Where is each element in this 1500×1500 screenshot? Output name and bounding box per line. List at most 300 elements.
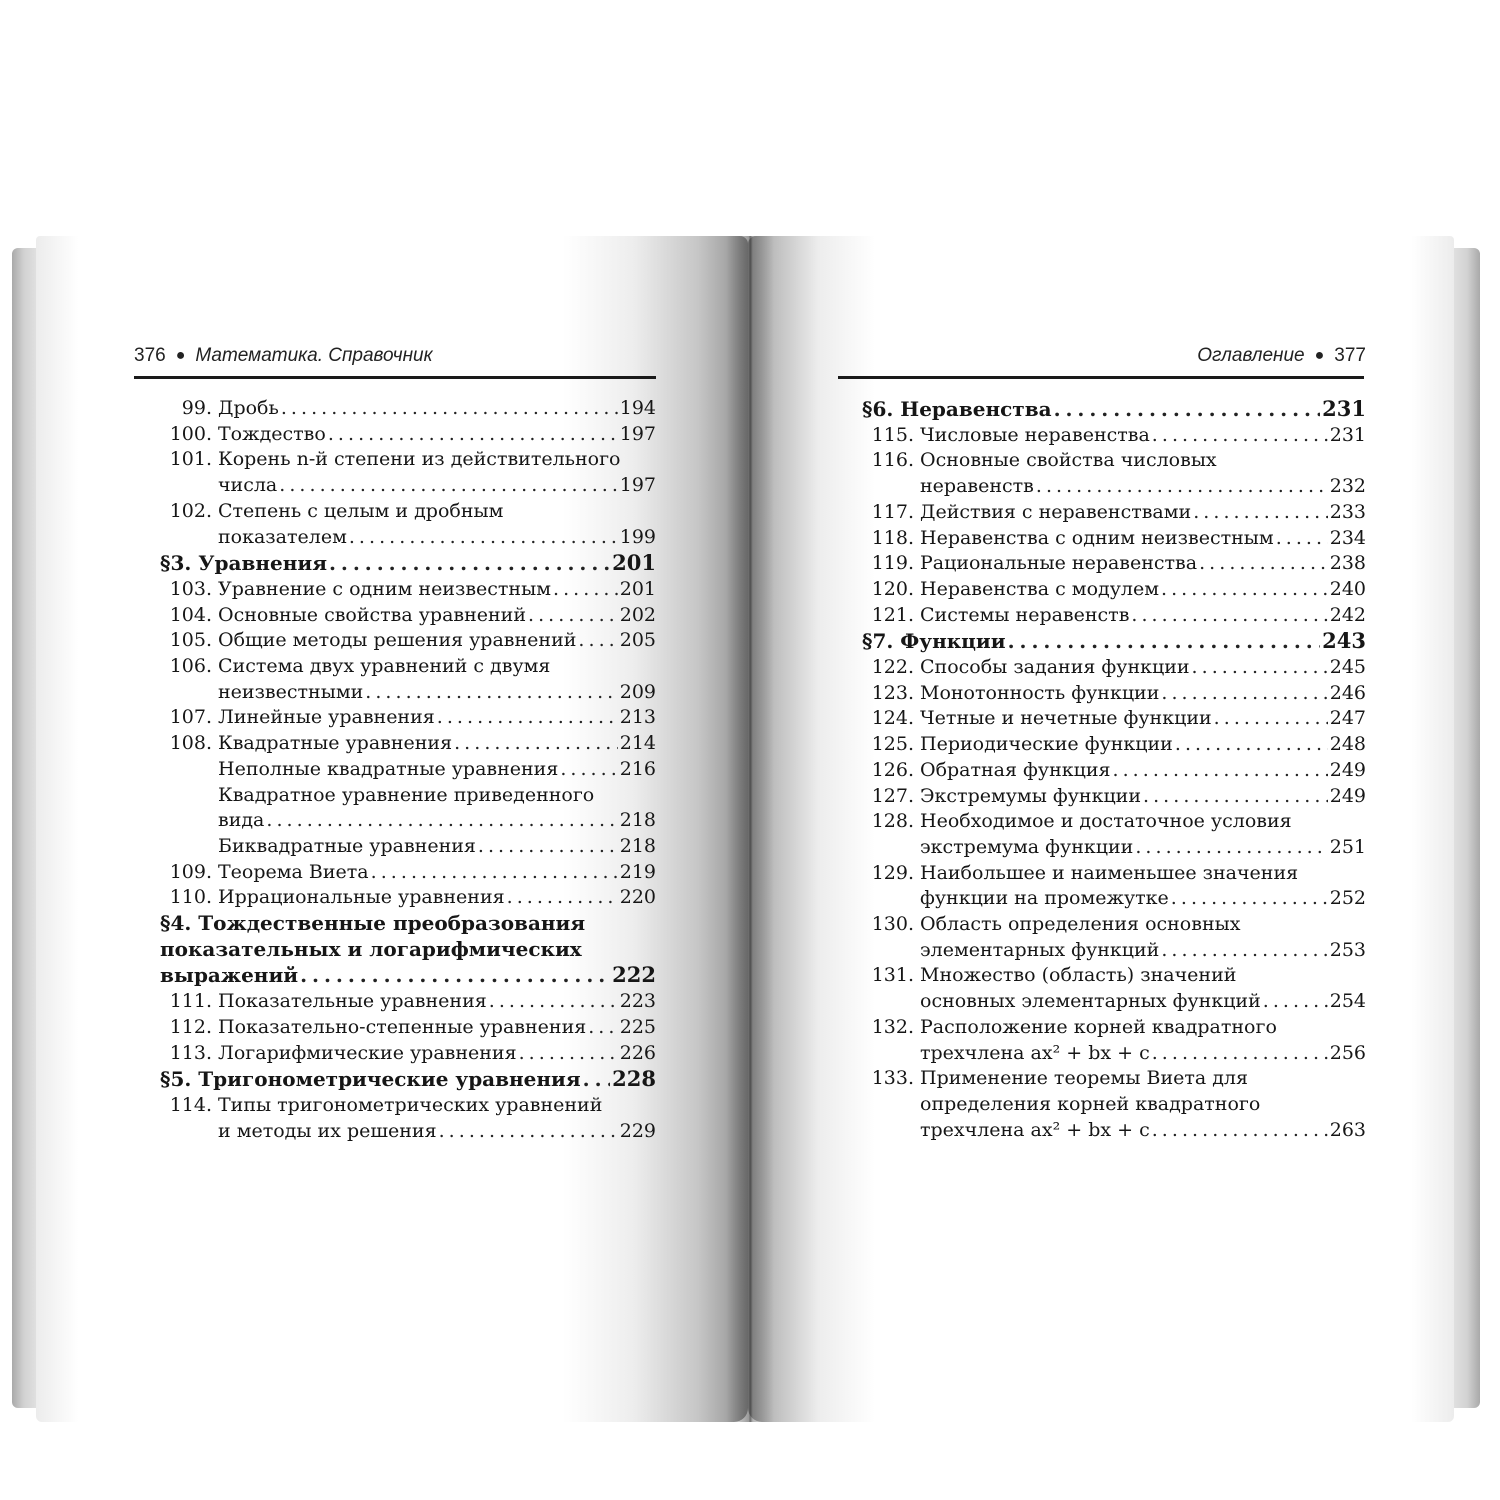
dot-leader: [1152, 423, 1328, 449]
toc-entry: [160, 885, 656, 911]
toc-section: [862, 628, 1366, 655]
dot-leader: [1161, 577, 1328, 603]
entry-title: Наибольшее и наименьшее значения: [920, 861, 1299, 884]
dot-leader: [266, 808, 617, 834]
entry-last-line: [920, 500, 1366, 526]
entry-last-line: [218, 680, 656, 706]
entry-last-line: [920, 835, 1366, 861]
dot-leader: [1161, 938, 1327, 964]
dot-leader: [507, 885, 618, 911]
entry-number: 104.: [169, 603, 212, 626]
dot-leader: [1054, 397, 1321, 423]
dot-leader: [454, 731, 618, 757]
entry-body: [212, 422, 656, 448]
entry-body: [212, 447, 656, 498]
dot-leader: [1263, 989, 1328, 1015]
toc-entry: [160, 989, 656, 1015]
entry-title: функции на промежутке: [920, 887, 1169, 910]
entry-number: 129.: [871, 861, 914, 884]
entry-title: определения корней квадратного: [920, 1092, 1261, 1115]
entry-title: Степень с целым и дробным: [218, 499, 504, 522]
entry-page-number: 197: [619, 474, 656, 497]
entry-page-number: 240: [1329, 577, 1366, 600]
entry-number: 133.: [871, 1067, 914, 1090]
dot-leader: [583, 1067, 611, 1093]
entry-title: Необходимое и достаточное условия: [920, 810, 1292, 833]
toc-section: [160, 911, 656, 989]
entry-number: 128.: [871, 810, 914, 833]
entry-page-number: 194: [619, 397, 656, 419]
entry-number: 123.: [871, 681, 914, 704]
entry-number: 131.: [871, 964, 914, 987]
entry-page-number: 252: [1329, 887, 1366, 910]
entry-number: 105.: [169, 629, 212, 652]
entry-last-line: [920, 784, 1366, 810]
entry-body: [212, 860, 656, 886]
entry-number: 111.: [169, 990, 212, 1013]
dot-leader: [588, 1015, 618, 1041]
entry-last-line: [218, 603, 656, 629]
entry-page-number: 242: [1329, 603, 1366, 626]
entry-number: 100.: [169, 422, 212, 445]
entry-body: [212, 1015, 656, 1041]
entry-number: 102.: [169, 499, 212, 522]
entry-title: Линейные уравнения: [218, 706, 435, 729]
entry-number: 113.: [169, 1041, 212, 1064]
entry-body: [914, 706, 1366, 732]
entry-last-line: [920, 886, 1366, 912]
entry-body: [160, 911, 656, 989]
entry-title: основных элементарных функций: [920, 990, 1261, 1013]
entry-title: Иррациональные уравнения: [218, 886, 505, 909]
right-page-number: 377: [1334, 345, 1366, 366]
entry-title: экстремума функции: [920, 835, 1134, 858]
dot-leader: [578, 628, 617, 654]
left-page: [36, 236, 748, 1422]
entry-title: Обратная функция: [920, 758, 1111, 781]
toc-entry: [862, 577, 1366, 603]
entry-last-line: [920, 681, 1366, 707]
entry-title: §3. Уравнения: [160, 551, 327, 576]
toc-entry: [862, 448, 1366, 499]
dot-leader: [560, 757, 617, 783]
toc-entry: [862, 706, 1366, 732]
dot-leader: [1113, 758, 1328, 784]
entry-page-number: 229: [619, 1119, 656, 1142]
entry-title: Периодические функции: [920, 733, 1173, 756]
entry-title: Теорема Виета: [218, 860, 369, 883]
entry-title: Показательные уравнения: [218, 990, 487, 1013]
right-page: [748, 236, 1454, 1422]
entry-page-number: 233: [1329, 500, 1366, 523]
entry-number: 107.: [169, 706, 212, 729]
toc-entry: [160, 834, 656, 860]
entry-page-number: 251: [1329, 835, 1366, 858]
entry-number: 117.: [871, 500, 914, 523]
entry-page-number: 222: [612, 962, 656, 988]
entry-title: Неравенства с модулем: [920, 577, 1159, 600]
entry-title: Способы задания функции: [920, 656, 1190, 679]
entry-title: Область определения основных: [920, 913, 1241, 936]
entry-body: [212, 731, 656, 757]
dot-leader: [329, 551, 610, 577]
toc-entry: [160, 628, 656, 654]
entry-page-number: 231: [1322, 396, 1366, 421]
toc-entry: [160, 731, 656, 757]
entry-last-line: [160, 550, 656, 577]
entry-body: [914, 448, 1366, 499]
entry-last-line: [920, 423, 1366, 449]
dot-leader: [1192, 655, 1328, 681]
dot-leader: [1199, 551, 1328, 577]
right-header-title: Оглавление: [1197, 345, 1305, 366]
entry-title: §6. Неравенства: [862, 397, 1052, 421]
entry-body: [212, 885, 656, 911]
entry-last-line: [218, 834, 656, 860]
entry-last-line: [218, 577, 656, 603]
entry-number: 125.: [871, 733, 914, 756]
entry-title: трехчлена ax² + bx + c: [920, 1041, 1150, 1064]
entry-page-number: 245: [1329, 656, 1366, 679]
entry-page-number: 214: [619, 732, 656, 755]
entry-page-number: 219: [619, 860, 656, 883]
right-header-rule: [838, 376, 1364, 379]
entry-title: §4. Тождественные преобразования: [160, 911, 586, 936]
entry-last-line: [160, 962, 656, 989]
entry-title: Применение теоремы Виета для: [920, 1067, 1248, 1090]
entry-last-line: [920, 526, 1366, 552]
toc-entry: [862, 681, 1366, 707]
entry-body: [160, 550, 656, 577]
entry-body: [862, 396, 1366, 423]
entry-body: [914, 500, 1366, 526]
header-bullet: ●: [1314, 347, 1325, 364]
entry-number: 121.: [871, 603, 914, 626]
entry-body: [212, 396, 656, 422]
entry-last-line: [920, 706, 1366, 732]
entry-body: [914, 912, 1366, 963]
entry-page-number: 256: [1329, 1041, 1366, 1064]
entry-title: Общие методы решения уравнений: [218, 629, 577, 652]
dot-leader: [1143, 784, 1328, 810]
entry-title: Корень n-й степени из действительного: [218, 448, 621, 471]
dot-leader: [1161, 681, 1327, 707]
entry-body: [914, 784, 1366, 810]
entry-title: Квадратное уравнение приведенного: [218, 783, 595, 806]
toc-entry: [160, 422, 656, 448]
entry-title: §5. Тригонометрические уравнения: [160, 1067, 581, 1092]
entry-number: 101.: [169, 448, 212, 471]
entry-body: [160, 1066, 656, 1093]
entry-title: и методы их решения: [218, 1119, 437, 1142]
left-running-head: [134, 338, 433, 374]
entry-title: показателем: [218, 525, 347, 548]
entry-body: [914, 577, 1366, 603]
entry-last-line: [218, 525, 656, 551]
entry-page-number: 216: [619, 757, 656, 780]
entry-last-line: [160, 1066, 656, 1093]
entry-body: [914, 1015, 1366, 1066]
entry-number: 109.: [169, 860, 212, 883]
entry-page-number: 228: [612, 1066, 656, 1092]
entry-body: [914, 963, 1366, 1014]
entry-title: Неполные квадратные уравнения: [218, 757, 559, 780]
entry-body: [914, 423, 1366, 449]
entry-last-line: [920, 603, 1366, 629]
toc-entry: [862, 912, 1366, 963]
book-gutter: [726, 236, 774, 1422]
entry-number: 132.: [871, 1015, 914, 1038]
entry-page-number: 263: [1329, 1118, 1366, 1141]
entry-number: 126.: [871, 758, 914, 781]
entry-body: [914, 681, 1366, 707]
toc-entry: [862, 963, 1366, 1014]
dot-leader: [1175, 732, 1328, 758]
entry-title: Уравнение с одним неизвестным: [218, 577, 551, 600]
entry-number: 99.: [181, 397, 212, 419]
entry-title: Неравенства с одним неизвестным: [920, 526, 1274, 549]
entry-last-line: [920, 1041, 1366, 1067]
entry-number: 120.: [871, 577, 914, 600]
entry-page-number: 248: [1329, 733, 1366, 756]
entry-page-number: 202: [619, 603, 656, 626]
toc-entry: [862, 784, 1366, 810]
entry-last-line: [218, 885, 656, 911]
entry-body: [212, 989, 656, 1015]
left-header-title: Математика. Справочник: [195, 345, 433, 366]
entry-number: 106.: [169, 655, 212, 678]
entry-page-number: 246: [1329, 681, 1366, 704]
entry-body: [914, 758, 1366, 784]
left-page-number: 376: [134, 345, 166, 366]
entry-last-line: [920, 1118, 1366, 1144]
dot-leader: [1152, 1118, 1328, 1144]
toc-entry: [160, 860, 656, 886]
entry-number: 115.: [871, 423, 914, 446]
entry-number: 108.: [169, 732, 212, 755]
entry-last-line: [218, 628, 656, 654]
entry-page-number: 249: [1329, 758, 1366, 781]
toc-entry: [862, 758, 1366, 784]
entry-body: [212, 499, 656, 550]
entry-last-line: [920, 989, 1366, 1015]
dot-leader: [300, 963, 610, 989]
entry-title: Системы неравенств: [920, 603, 1130, 626]
dot-leader: [1193, 500, 1328, 526]
entry-page-number: 220: [619, 886, 656, 909]
entry-number: 114.: [169, 1093, 212, 1116]
entry-body: [914, 809, 1366, 860]
entry-body: [212, 603, 656, 629]
entry-page-number: 218: [619, 809, 656, 832]
entry-title: Основные свойства уравнений: [218, 603, 527, 626]
entry-title: неизвестными: [218, 680, 364, 703]
entry-title: Типы тригонометрических уравнений: [218, 1093, 603, 1116]
entry-title: Экстремумы функции: [920, 784, 1142, 807]
entry-body: [212, 577, 656, 603]
entry-number: 124.: [871, 707, 914, 730]
toc-entry: [160, 1015, 656, 1041]
toc-entry: [862, 423, 1366, 449]
toc-entry: [862, 526, 1366, 552]
entry-last-line: [218, 705, 656, 731]
entry-last-line: [862, 628, 1366, 655]
entry-page-number: 201: [619, 577, 656, 600]
entry-page-number: 232: [1329, 475, 1366, 498]
dot-leader: [1008, 629, 1321, 655]
entry-title: Монотонность функции: [920, 681, 1160, 704]
entry-number: 122.: [871, 656, 914, 679]
right-toc: [862, 396, 1366, 1143]
entry-title: показательных и логарифмических: [160, 936, 582, 961]
entry-body: [212, 757, 656, 783]
dot-leader: [437, 705, 618, 731]
entry-body: [914, 655, 1366, 681]
toc-entry: [862, 732, 1366, 758]
entry-title: Система двух уравнений с двумя: [218, 655, 551, 678]
dot-leader: [519, 1041, 618, 1067]
entry-title: Числовые неравенства: [920, 423, 1150, 446]
toc-entry: [862, 655, 1366, 681]
entry-page-number: 247: [1329, 707, 1366, 730]
dot-leader: [328, 422, 618, 448]
entry-number: 110.: [169, 886, 212, 909]
toc-entry: [862, 861, 1366, 912]
entry-title: §7. Функции: [862, 629, 1006, 654]
entry-number: 119.: [871, 552, 914, 575]
toc-section: [160, 1066, 656, 1093]
entry-page-number: 238: [1329, 552, 1366, 575]
entry-last-line: [218, 1119, 656, 1145]
entry-page-number: 249: [1329, 784, 1366, 807]
dot-leader: [281, 396, 618, 422]
dot-leader: [439, 1119, 618, 1145]
dot-leader: [1152, 1041, 1328, 1067]
entry-body: [914, 732, 1366, 758]
entry-title: Действия с неравенствами: [920, 500, 1192, 523]
dot-leader: [553, 577, 618, 603]
entry-title: Рациональные неравенства: [920, 552, 1198, 575]
entry-last-line: [920, 577, 1366, 603]
dot-leader: [478, 834, 618, 860]
entry-page-number: 209: [619, 680, 656, 703]
entry-last-line: [218, 860, 656, 886]
entry-last-line: [218, 989, 656, 1015]
entry-last-line: [218, 473, 656, 499]
dot-leader: [1214, 706, 1328, 732]
entry-body: [212, 1041, 656, 1067]
entry-title: неравенств: [920, 475, 1034, 498]
entry-body: [914, 861, 1366, 912]
entry-page-number: 197: [619, 422, 656, 445]
toc-entry: [862, 809, 1366, 860]
entry-number: 130.: [871, 913, 914, 936]
entry-body: [212, 783, 656, 834]
toc-entry: [160, 499, 656, 550]
entry-title: Дробь: [218, 397, 279, 419]
dot-leader: [1276, 526, 1328, 552]
entry-page-number: 225: [619, 1015, 656, 1038]
toc-entry: [160, 1041, 656, 1067]
entry-title: Квадратные уравнения: [218, 732, 453, 755]
entry-body: [212, 834, 656, 860]
entry-title: Основные свойства числовых: [920, 449, 1217, 472]
entry-last-line: [920, 551, 1366, 577]
left-header-rule: [134, 376, 656, 379]
entry-last-line: [920, 938, 1366, 964]
entry-title: Множество (область) значений: [920, 964, 1237, 987]
toc-entry: [160, 603, 656, 629]
entry-body: [212, 705, 656, 731]
toc-entry: [862, 551, 1366, 577]
entry-page-number: 226: [619, 1041, 656, 1064]
entry-body: [914, 603, 1366, 629]
entry-body: [212, 1093, 656, 1144]
entry-title: Четные и нечетные функции: [920, 707, 1212, 730]
entry-last-line: [218, 808, 656, 834]
entry-page-number: 205: [619, 629, 656, 652]
toc-entry: [160, 654, 656, 705]
dot-leader: [1131, 603, 1327, 629]
entry-last-line: [218, 757, 656, 783]
toc-section: [862, 396, 1366, 423]
entry-page-number: 199: [619, 525, 656, 548]
toc-entry: [160, 757, 656, 783]
entry-last-line: [218, 731, 656, 757]
dot-leader: [279, 473, 617, 499]
entry-title: Показательно-степенные уравнения: [218, 1015, 587, 1038]
entry-page-number: 201: [612, 550, 656, 576]
entry-last-line: [920, 732, 1366, 758]
dot-leader: [528, 603, 618, 629]
dot-leader: [365, 680, 617, 706]
entry-page-number: 223: [619, 990, 656, 1013]
toc-entry: [160, 447, 656, 498]
entry-number: 127.: [871, 784, 914, 807]
entry-body: [862, 628, 1366, 655]
entry-page-number: 218: [619, 834, 656, 857]
entry-last-line: [218, 1015, 656, 1041]
toc-entry: [862, 1015, 1366, 1066]
dot-leader: [349, 525, 618, 551]
entry-body: [212, 654, 656, 705]
entry-number: 116.: [871, 449, 914, 472]
entry-page-number: 254: [1329, 990, 1366, 1013]
toc-entry: [160, 705, 656, 731]
toc-entry: [160, 1093, 656, 1144]
entry-page-number: 253: [1329, 938, 1366, 961]
entry-number: 118.: [871, 526, 914, 549]
entry-page-number: 231: [1329, 423, 1366, 446]
header-bullet: ●: [175, 347, 186, 364]
toc-entry: [160, 396, 656, 422]
toc-entry: [862, 1066, 1366, 1143]
dot-leader: [1036, 474, 1328, 500]
entry-title: Логарифмические уравнения: [218, 1041, 517, 1064]
entry-body: [914, 1066, 1366, 1143]
right-running-head: [1197, 338, 1366, 374]
entry-last-line: [862, 396, 1366, 423]
entry-title: Биквадратные уравнения: [218, 834, 476, 857]
toc-entry: [862, 500, 1366, 526]
entry-last-line: [218, 396, 656, 422]
entry-title: вида: [218, 809, 265, 832]
dot-leader: [489, 989, 618, 1015]
entry-number: 112.: [169, 1015, 212, 1038]
entry-title: элементарных функций: [920, 938, 1160, 961]
entry-last-line: [920, 758, 1366, 784]
entry-page-number: 243: [1322, 628, 1366, 654]
